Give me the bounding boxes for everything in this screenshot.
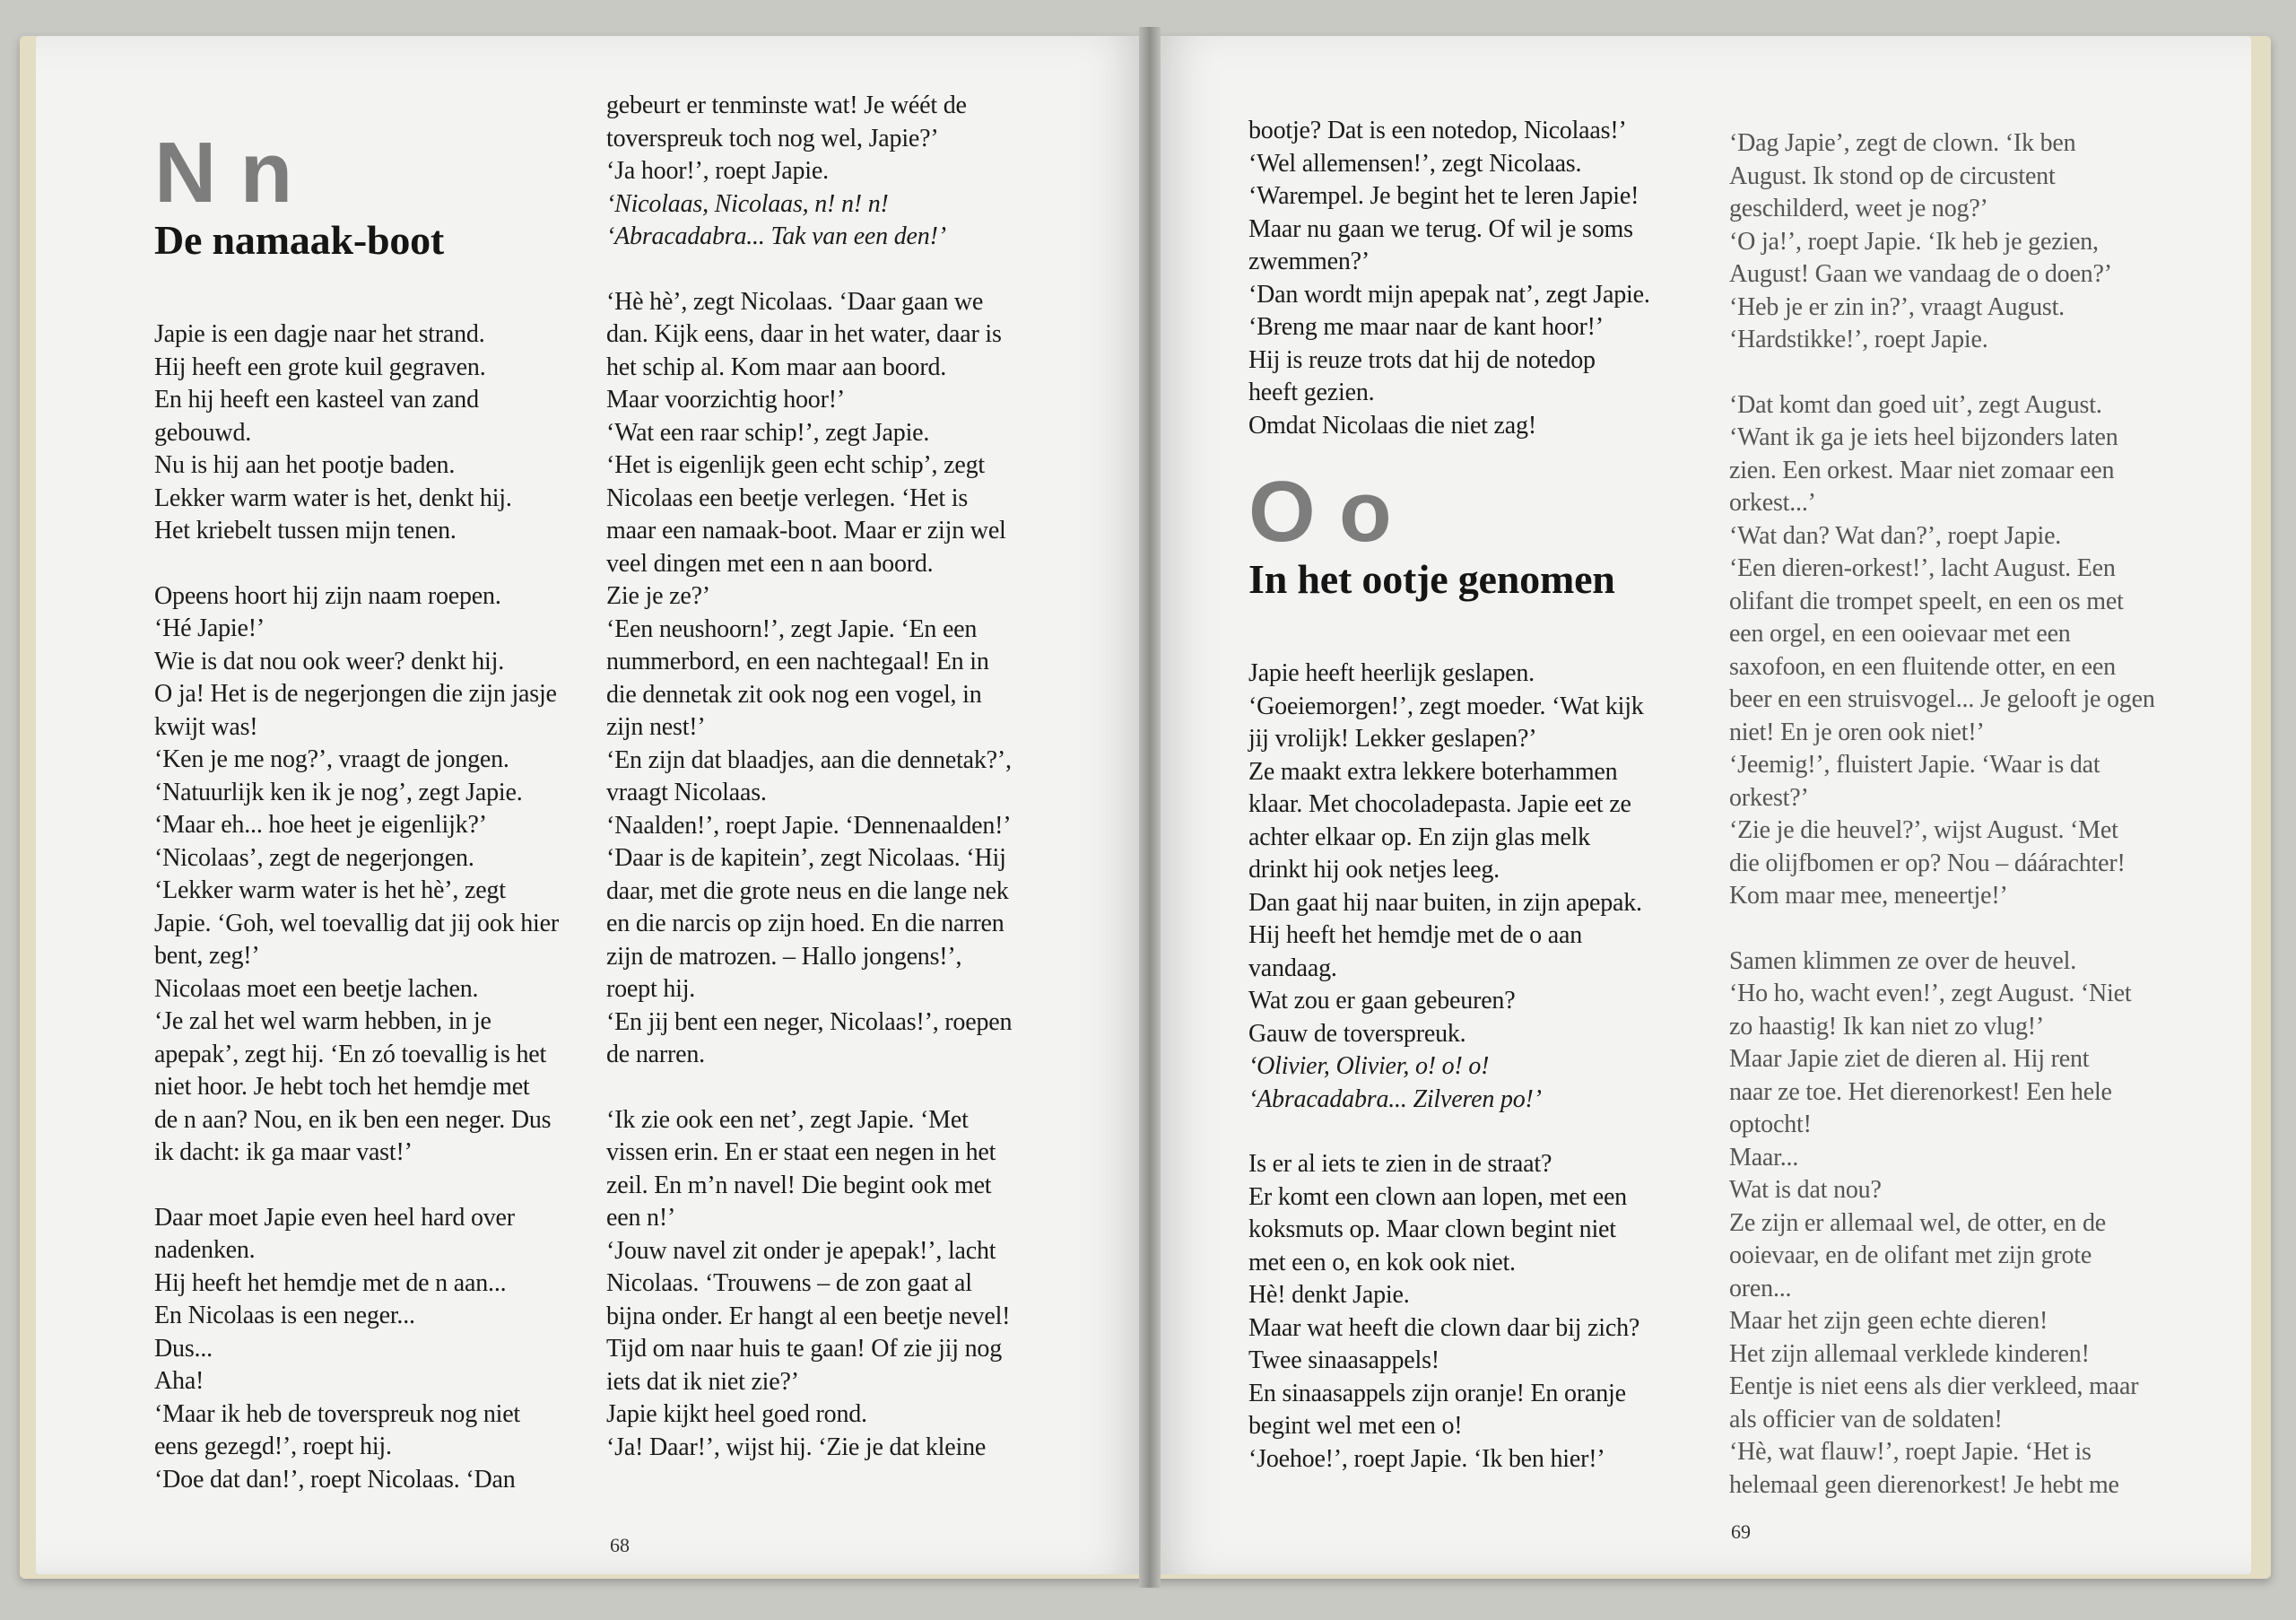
- text-line: ‘Hé Japie!’: [154, 614, 265, 642]
- text-line: toverspreuk toch nog wel, Japie?’: [606, 124, 939, 152]
- text-line: Lekker warm water is het, denkt hij.: [154, 483, 512, 512]
- text-line: olifant die trompet speelt, en een os met: [1729, 587, 2124, 615]
- text-line: die olijfbomen er op? Nou – dáárachter!: [1729, 849, 2126, 877]
- text-line: iets dat ik niet zie?’: [606, 1367, 799, 1396]
- text-line: ‘Een neushoorn!’, zegt Japie. ‘En een: [606, 614, 978, 643]
- text-line: ‘Warempel. Je begint het te leren Japie!: [1248, 182, 1639, 210]
- text-line: [1729, 913, 2196, 945]
- text-line: zijn nest!’: [606, 713, 706, 741]
- text-line: En hij heeft een kasteel van zand: [154, 386, 479, 414]
- text-line: nadenken.: [154, 1236, 256, 1264]
- text-line: [1248, 1116, 1715, 1148]
- text-line: ‘Abracadabra... Tak van een den!’: [606, 222, 946, 250]
- text-line: als officier van de soldaten!: [1729, 1405, 2003, 1433]
- text-line: Maar nu gaan we terug. Of wil je soms: [1248, 214, 1633, 243]
- text-line: ‘Nicolaas, Nicolaas, n! n! n!: [606, 189, 889, 218]
- text-line: Maar wat heeft die clown daar bij zich?: [1248, 1313, 1640, 1342]
- text-line: Eentje is niet eens als dier verkleed, maar: [1729, 1372, 2139, 1400]
- text-line: ‘Doe dat dan!’, roept Nicolaas. ‘Dan: [154, 1465, 516, 1494]
- text-line: bent, zeg!’: [154, 942, 260, 970]
- text-line: [154, 1170, 594, 1202]
- text-line: ‘Een dieren-orkest!’, lacht August. Een: [1729, 554, 2116, 582]
- text-line: ‘Ik zie ook een net’, zegt Japie. ‘Met: [606, 1105, 969, 1134]
- text-line: de narren.: [606, 1041, 705, 1068]
- text-line: naar ze toe. Het dierenorkest! Een hele: [1729, 1077, 2112, 1106]
- text-line: begint wel met een o!: [1248, 1412, 1463, 1440]
- text-line: ‘Naalden!’, roept Japie. ‘Dennenaalden!’: [606, 811, 1012, 840]
- text-line: ‘Ja! Daar!’, wijst hij. ‘Zie je dat kleine: [606, 1433, 987, 1461]
- text-line: ‘Het is eigenlijk geen echt schip’, zegt: [606, 451, 985, 479]
- text-line: ‘Olivier, Olivier, o! o! o!: [1248, 1052, 1490, 1080]
- text-line: Wat is dat nou?: [1729, 1176, 1882, 1204]
- text-line: Maar het zijn geen echte dieren!: [1729, 1307, 2048, 1335]
- chapter-letter-n: N n: [154, 125, 293, 221]
- text-line: [606, 1072, 1073, 1104]
- text-line: ‘Heb je er zin in?’, vraagt August.: [1729, 292, 2065, 321]
- text-line: Hij heeft het hemdje met de n aan...: [154, 1268, 507, 1297]
- text-line: Het kriebelt tussen mijn tenen.: [154, 517, 457, 544]
- text-line: eens gezegd!’, roept hij.: [154, 1433, 392, 1460]
- text-line: ‘Breng me maar naar de kant hoor!’: [1248, 313, 1604, 341]
- text-line: ‘Zie je die heuvel?’, wijst August. ‘Met: [1729, 816, 2118, 844]
- text-line: Hè! denkt Japie.: [1248, 1281, 1410, 1309]
- text-line: ‘Jouw navel zit onder je apepak!’, lacht: [606, 1236, 996, 1265]
- text-line: Japie. ‘Goh, wel toevallig dat jij ook hier: [154, 909, 559, 937]
- text-line: heeft gezien.: [1248, 379, 1375, 406]
- text-line: [154, 548, 594, 580]
- text-line: Hij heeft een grote kuil gegraven.: [154, 353, 486, 381]
- text-line: koksmuts op. Maar clown begint niet: [1248, 1215, 1616, 1243]
- right-column-1: [1248, 115, 1715, 1476]
- text-line: die dennetak zit ook nog een vogel, in: [606, 680, 982, 709]
- text-line: Japie heeft heerlijk geslapen.: [1248, 659, 1535, 687]
- text-line: ‘En jij bent een neger, Nicolaas!’, roepen: [606, 1007, 1013, 1036]
- text-line: Japie is een dagje naar het strand.: [154, 320, 485, 348]
- text-line: Aha!: [154, 1367, 204, 1395]
- text-line: August! Gaan we vandaag de o doen?’: [1729, 260, 2112, 288]
- text-line: vandaag.: [1248, 954, 1337, 982]
- text-line: Het zijn allemaal verklede kinderen!: [1729, 1339, 2090, 1368]
- page-number-left: 68: [610, 1534, 630, 1556]
- text-line: Dan gaat hij naar buiten, in zijn apepak.: [1248, 888, 1642, 917]
- text-line: ‘Goeiemorgen!’, zegt moeder. ‘Wat kijk: [1248, 692, 1644, 720]
- text-line: veel dingen met een n aan boord.: [606, 549, 934, 578]
- text-line: zeil. En m’n navel! Die begint ook met: [606, 1171, 992, 1199]
- text-line: Samen klimmen ze over de heuvel.: [1729, 946, 2077, 975]
- text-line: ‘Jeemig!’, fluistert Japie. ‘Waar is dat: [1729, 751, 2100, 779]
- text-line: achter elkaar op. En zijn glas melk: [1248, 823, 1590, 851]
- text-line: Twee sinaasappels!: [1248, 1346, 1439, 1374]
- text-line: Hij is reuze trots dat hij de notedop: [1248, 345, 1596, 374]
- text-line: O ja! Het is de negerjongen die zijn jasje: [154, 680, 557, 708]
- text-line: ‘Lekker warm water is het hè’, zegt: [154, 876, 506, 904]
- text-line: ‘Natuurlijk ken ik je nog’, zegt Japie.: [154, 778, 523, 806]
- text-line: vissen erin. En er staat een negen in het: [606, 1138, 996, 1166]
- text-line: gebeurt er tenminste wat! Je wéét de: [606, 91, 967, 119]
- text-line: een n!’: [606, 1204, 676, 1232]
- text-line: bootje? Dat is een notedop, Nicolaas!’: [1248, 117, 1627, 144]
- text-line: En Nicolaas is een neger...: [154, 1302, 415, 1329]
- left-column-2: [606, 90, 1073, 1464]
- text-line: drinkt hij ook netjes leeg.: [1248, 856, 1500, 884]
- text-line: ‘Hè, wat flauw!’, roept Japie. ‘Het is: [1729, 1438, 2092, 1466]
- text-line: ‘Maar eh... hoe heet je eigenlijk?’: [154, 811, 487, 839]
- text-line: Tijd om naar huis te gaan! Of zie jij nog: [606, 1335, 1003, 1363]
- text-line: Ze maakt extra lekkere boterhammen: [1248, 757, 1618, 786]
- text-line: jij vrolijk! Lekker geslapen?’: [1248, 725, 1537, 753]
- text-line: Wie is dat nou ook weer? denkt hij.: [154, 647, 504, 675]
- text-line: beer en een struisvogel... Je gelooft je ogen: [1729, 685, 2155, 713]
- text-line: ‘Joehoe!’, roept Japie. ‘Ik ben hier!’: [1248, 1444, 1605, 1473]
- text-line: ‘O ja!’, roept Japie. ‘Ik heb je gezien,: [1729, 227, 2099, 256]
- text-line: Omdat Nicolaas die niet zag!: [1248, 411, 1536, 440]
- chapter-letter-o: O o: [1248, 464, 1392, 560]
- right-column-2: [1729, 127, 2196, 1502]
- text-line: oren...: [1729, 1274, 1792, 1302]
- text-line: orkest...’: [1729, 489, 1816, 517]
- text-line: geschilderd, weet je nog?’: [1729, 195, 1988, 222]
- text-line: Maar...: [1729, 1143, 1799, 1171]
- text-line: het schip al. Kom maar aan boord.: [606, 353, 947, 381]
- text-line: Gauw de toverspreuk.: [1248, 1019, 1466, 1048]
- text-line: roept hij.: [606, 975, 696, 1003]
- text-line: daar, met die grote neus en die lange nek: [606, 876, 1009, 905]
- text-line: Daar moet Japie even heel hard over: [154, 1203, 515, 1232]
- text-line: ik dacht: ik ga maar vast!’: [154, 1138, 413, 1166]
- book-gutter: [1139, 27, 1161, 1588]
- text-line: Japie kijkt heel goed rond.: [606, 1400, 867, 1428]
- text-line: Nicolaas moet een beetje lachen.: [154, 974, 479, 1003]
- text-line: [606, 254, 1073, 286]
- text-line: dan. Kijk eens, daar in het water, daar is: [606, 320, 1002, 348]
- text-line: apepak’, zegt hij. ‘En zó toevallig is het: [154, 1040, 547, 1068]
- text-line: Zie je ze?’: [606, 582, 710, 610]
- text-line: Nicolaas een beetje verlegen. ‘Het is: [606, 483, 969, 512]
- text-line: orkest?’: [1729, 783, 1809, 812]
- text-line: Is er al iets te zien in de straat?: [1248, 1150, 1552, 1178]
- text-line: ooievaar, en de olifant met zijn grote: [1729, 1241, 2092, 1269]
- text-line: Hij heeft het hemdje met de o aan: [1248, 921, 1583, 949]
- text-line: ‘Ja hoor!’, roept Japie.: [606, 157, 829, 185]
- text-line: ‘Maar ik heb de toverspreuk nog niet: [154, 1399, 521, 1428]
- text-line: niet hoor. Je hebt toch het hemdje met: [154, 1073, 530, 1101]
- chapter-title-o: In het ootje genomen: [1248, 556, 1615, 602]
- text-line: ‘Wat dan? Wat dan?’, roept Japie.: [1729, 521, 2062, 550]
- text-line: zwemmen?’: [1248, 248, 1370, 275]
- text-line: Er komt een clown aan lopen, met een: [1248, 1182, 1627, 1211]
- text-line: vraagt Nicolaas.: [606, 779, 767, 806]
- text-line: niet! En je oren ook niet!’: [1729, 718, 1985, 746]
- left-column-1: [154, 125, 594, 1496]
- text-line: een orgel, en een ooievaar met een: [1729, 620, 2071, 648]
- text-line: nummerbord, en een nachtegaal! En in: [606, 648, 989, 675]
- text-line: en die narcis op zijn hoed. En die narren: [606, 910, 1004, 937]
- text-line: zijn de matrozen. – Hallo jongens!’,: [606, 942, 962, 971]
- text-line: ‘En zijn dat blaadjes, aan die dennetak?’,: [606, 745, 1012, 774]
- text-line: ‘Ho ho, wacht even!’, zegt August. ‘Niet: [1729, 980, 2132, 1007]
- text-line: Dus...: [154, 1334, 213, 1363]
- text-line: Maar Japie ziet de dieren al. Hij rent: [1729, 1045, 2090, 1073]
- text-line: Nu is hij aan het pootje baden.: [154, 451, 456, 479]
- text-line: ‘Ken je me nog?’, vraagt de jongen.: [154, 745, 509, 773]
- text-line: ‘Hardstikke!’, roept Japie.: [1729, 326, 1988, 353]
- text-line: [1729, 357, 2196, 389]
- text-line: klaar. Met chocoladepasta. Japie eet ze: [1248, 790, 1631, 818]
- text-line: Kom maar mee, meneertje!’: [1729, 882, 2008, 910]
- page-number-right: 69: [1731, 1520, 1751, 1543]
- text-line: Ze zijn er allemaal wel, de otter, en de: [1729, 1208, 2106, 1237]
- text-line: kwijt was!: [154, 712, 258, 741]
- text-line: zien. Een orkest. Maar niet zomaar een: [1729, 456, 2115, 484]
- text-line: ‘Hè hè’, zegt Nicolaas. ‘Daar gaan we: [606, 287, 984, 316]
- text-line: ‘Dan wordt mijn apepak nat’, zegt Japie.: [1248, 280, 1650, 309]
- text-line: August. Ik stond op de circustent: [1729, 161, 2056, 190]
- text-line: Wat zou er gaan gebeuren?: [1248, 987, 1516, 1015]
- text-line: En sinaasappels zijn oranje! En oranje: [1248, 1379, 1626, 1407]
- text-line: zo haastig! Ik kan niet zo vlug!’: [1729, 1012, 2045, 1041]
- chapter-title-n: De namaak-boot: [154, 217, 445, 263]
- text-line: bijna onder. Er hangt al een beetje nevel!: [606, 1302, 1011, 1330]
- text-line: optocht!: [1729, 1110, 1812, 1138]
- text-line: Maar voorzichtig hoor!’: [606, 386, 845, 414]
- text-line: ‘Want ik ga je iets heel bijzonders laten: [1729, 423, 2118, 451]
- text-line: ‘Dag Japie’, zegt de clown. ‘Ik ben: [1729, 129, 2076, 157]
- text-line: de n aan? Nou, en ik ben een neger. Dus: [154, 1105, 552, 1134]
- text-line: Opeens hoort hij zijn naam roepen.: [154, 581, 501, 610]
- text-line: saxofoon, en een fluitende otter, en een: [1729, 652, 2116, 681]
- text-line: ‘Je zal het wel warm hebben, in je: [154, 1007, 491, 1035]
- text-line: maar een namaak-boot. Maar er zijn wel: [606, 517, 1006, 544]
- text-line: ‘Nicolaas’, zegt de negerjongen.: [154, 843, 474, 872]
- text-line: gebouwd.: [154, 418, 252, 447]
- text-line: helemaal geen dierenorkest! Je hebt me: [1729, 1470, 2119, 1499]
- text-line: ‘Abracadabra... Zilveren po!’: [1248, 1084, 1542, 1113]
- text-line: Nicolaas. ‘Trouwens – de zon gaat al: [606, 1269, 972, 1297]
- text-line: ‘Wel allemensen!’, zegt Nicolaas.: [1248, 149, 1582, 178]
- text-line: ‘Daar is de kapitein’, zegt Nicolaas. ‘Hij: [606, 844, 1006, 872]
- text-line: ‘Dat komt dan goed uit’, zegt August.: [1729, 390, 2102, 419]
- text-line: ‘Wat een raar schip!’, zegt Japie.: [606, 418, 930, 447]
- text-line: met een o, en kok ook niet.: [1248, 1248, 1516, 1276]
